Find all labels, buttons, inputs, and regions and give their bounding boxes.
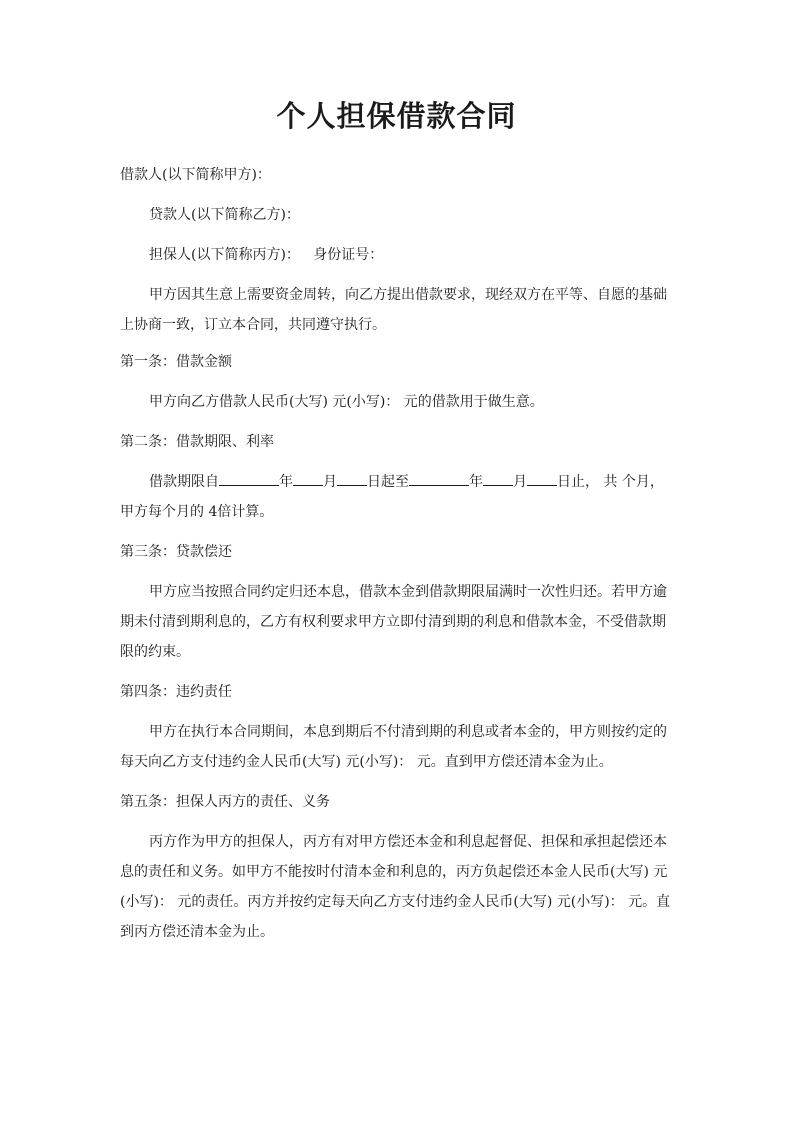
month-label: 月	[323, 474, 337, 490]
blank-month-from	[293, 471, 323, 486]
year-label-2: 年	[469, 474, 483, 490]
term-start-label: 借款期限自	[149, 474, 219, 490]
document-body	[120, 160, 676, 947]
day-from-label: 日起至	[367, 474, 409, 490]
blank-month-to	[483, 471, 513, 486]
article5-heading: 第五条：担保人丙方的责任、义务	[120, 794, 330, 810]
blank-day-from	[337, 471, 367, 486]
article4-heading: 第四条：违约责任	[120, 684, 232, 700]
id-number-label: 身份证号：	[313, 247, 384, 263]
day-to-label: 日止，	[557, 474, 599, 490]
month-label-2: 月	[513, 474, 527, 490]
preamble-paragraph: 甲方因其生意上需要资金周转，向乙方提出借款要求，现经双方在平等、自愿的基础上协商一致，订立本合同，共同遵守执行。	[120, 287, 667, 333]
blank-year-to	[409, 471, 469, 486]
article1-heading: 第一条：借款金额	[120, 354, 232, 370]
article2-text	[120, 467, 676, 497]
article2-text-line2: 甲方每个月的 4倍计算。	[120, 504, 274, 520]
article3-text: 甲方应当按照合同约定归还本息，借款本金到借款期限届满时一次性归还。若甲方逾期未付清到期利息的，乙方有权利要求甲方立即付清到期的利息和借款本金，不受借款期限的约束。	[120, 584, 667, 660]
borrower-line: 借款人(以下简称甲方)：	[120, 167, 271, 183]
blank-day-to	[527, 471, 557, 486]
article5-text: 丙方作为甲方的担保人，丙方有对甲方偿还本金和利息起督促、担保和承担起偿还本息的责任和义务。如甲方不能按时付清本金和利息的，丙方负起偿还本金人民币(大写) 元(小写)： 元的责任。丙方并按约定每天向乙方支付违约金人民币(大写) 元(小写)： 元。直到丙方偿还清本金为止。	[120, 834, 671, 940]
article2-heading: 第二条：借款期限、利率	[120, 434, 274, 450]
guarantor-line	[120, 240, 676, 270]
lender-line: 贷款人(以下简称乙方)：	[149, 207, 300, 223]
guarantor-label: 担保人(以下简称丙方)：	[149, 247, 300, 263]
blank-year-from	[219, 471, 279, 486]
article4-text: 甲方在执行本合同期间，本息到期后不付清到期的利息或者本金的，甲方则按约定的每天向乙方支付违约金人民币(大写) 元(小写)： 元。直到甲方偿还清本金为止。	[120, 724, 667, 770]
year-label: 年	[279, 474, 293, 490]
total-months-label: 共 个月，	[603, 474, 664, 490]
article1-text: 甲方向乙方借款人民币(大写) 元(小写)： 元的借款用于做生意。	[149, 394, 544, 410]
article3-heading: 第三条：贷款偿还	[120, 544, 232, 560]
document-title: 个人担保借款合同	[276, 99, 517, 133]
